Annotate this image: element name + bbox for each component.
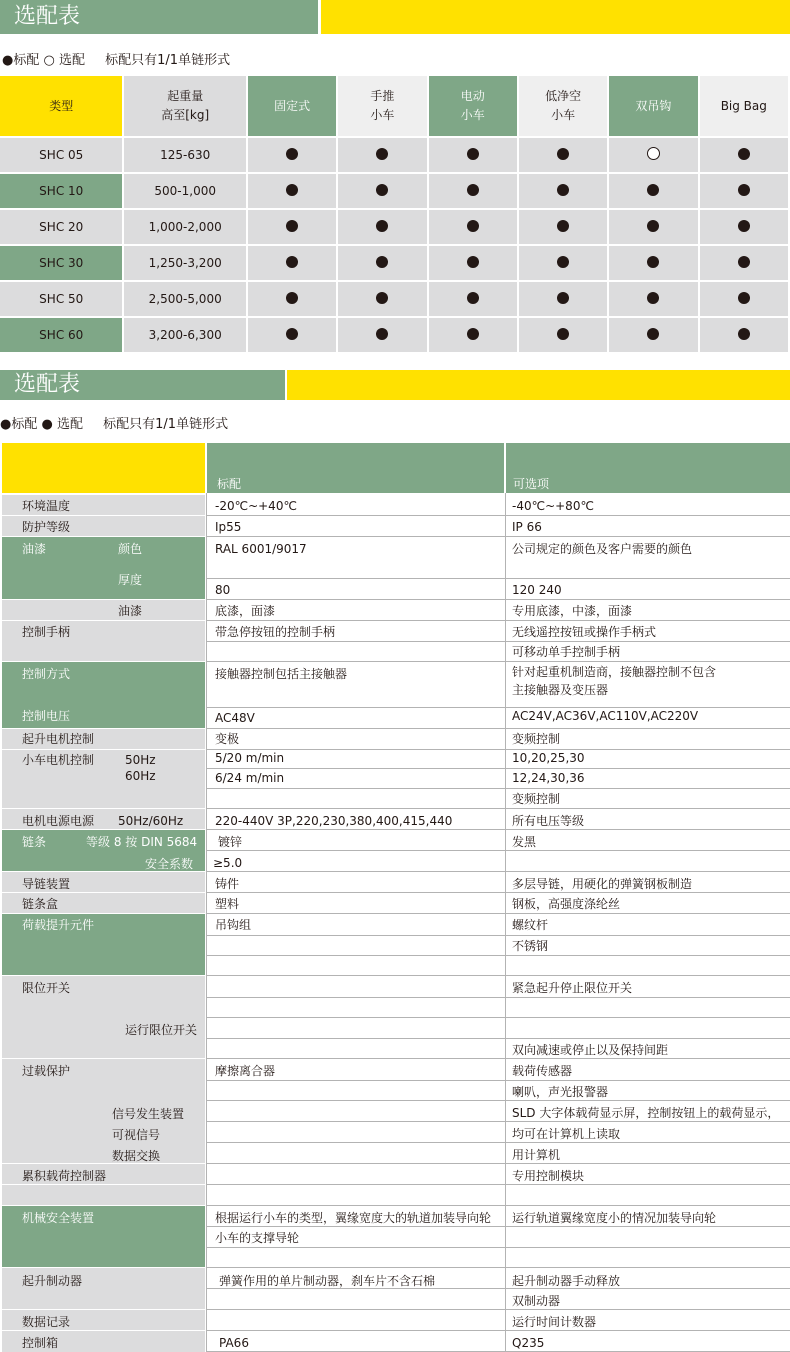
- row-divider: [207, 749, 790, 750]
- row-divider: [207, 850, 790, 851]
- spec-opt-overload-2: 喇叭，声光报警器: [512, 1085, 609, 1099]
- column-divider: [505, 493, 506, 1352]
- optional-dot-icon: ●: [41, 417, 53, 432]
- spec-std-chain: 镀锌: [218, 835, 243, 849]
- mark-cell: [609, 318, 697, 352]
- mark-cell: [338, 318, 426, 352]
- spec-std-motor-power: 220-440V 3P,220,230,380,400,415,440: [215, 814, 453, 828]
- spec-header-corner: [2, 443, 205, 493]
- spec-opt-protection: IP 66: [512, 520, 542, 534]
- mark-cell: [700, 138, 788, 172]
- table-row: [0, 174, 788, 208]
- spec-labels-safety-factor: 安全系数: [145, 857, 194, 871]
- spec-std-paint2: 底漆，面漆: [215, 604, 276, 618]
- mark-cell: [338, 210, 426, 244]
- mark-cell: [338, 282, 426, 316]
- mark-cell: [700, 318, 788, 352]
- spec-std-protection: Ip55: [215, 520, 242, 534]
- mark-cell: [338, 174, 426, 208]
- spec-labels-control-mode: 控制方式: [22, 667, 71, 681]
- spec-opt-chain: 发黑: [512, 835, 537, 849]
- spec-labels-control-box: 控制箱: [22, 1336, 59, 1350]
- table-row: [0, 318, 788, 352]
- optional-circle-icon: ○: [43, 53, 55, 68]
- model-cell: SHC 10: [0, 174, 122, 208]
- header-cell: 电动 小车: [429, 76, 517, 136]
- mark-cell: [700, 282, 788, 316]
- standard-dot-icon: [286, 256, 298, 268]
- row-divider: [207, 728, 790, 729]
- standard-dot-icon: [557, 220, 569, 232]
- mark-cell: [248, 246, 336, 280]
- model-cell: SHC 60: [0, 318, 122, 352]
- mark-cell: [248, 318, 336, 352]
- standard-dot-icon: [286, 292, 298, 304]
- spec-opt-overload-1: 载荷传感器: [512, 1064, 573, 1078]
- spec-std-env-temp: -20℃~+40℃: [215, 499, 297, 513]
- header-cell: Big Bag: [700, 76, 788, 136]
- spec-opt-chain-guide: 多层导链，用硬化的弹簧钢板制造: [512, 877, 693, 891]
- row-divider: [207, 641, 790, 642]
- model-cell: SHC 30: [0, 246, 122, 280]
- spec-opt-control-handle-1: 无线遥控按钮或操作手柄式: [512, 625, 657, 639]
- row-divider: [207, 1121, 790, 1122]
- spec-labels-signal-device: 信号发生装置: [112, 1107, 185, 1121]
- selection-table: [0, 74, 790, 354]
- standard-dot-icon: [738, 148, 750, 160]
- spec-opt-run-limit: 双向减速或停止以及保持间距: [512, 1043, 669, 1057]
- spec-opt-load-element-2: 不锈钢: [512, 939, 549, 953]
- spec-labels-cumulative: 累积载荷控制器: [22, 1169, 107, 1183]
- spec-labels-chain-grade: 等级 8 按 DIN 5684: [86, 835, 198, 849]
- spec-opt-trolley-50: 10,20,25,30: [512, 751, 585, 765]
- standard-dot-icon: [647, 292, 659, 304]
- standard-dot-icon: [738, 256, 750, 268]
- spec-std-overload: 摩擦离合器: [215, 1064, 276, 1078]
- spec-labels-hz50: 50Hz: [125, 753, 156, 767]
- mark-cell: [429, 210, 517, 244]
- header-cell: 低净空 小车: [519, 76, 607, 136]
- row-divider: [207, 661, 790, 662]
- mark-cell: [609, 282, 697, 316]
- legend-note: 标配只有1/1单链形式: [105, 53, 231, 68]
- spec-labels-chain: 链条: [22, 835, 47, 849]
- legend-optional: 选配: [56, 417, 83, 432]
- mark-cell: [519, 174, 607, 208]
- spec-std-control-box: PA66: [219, 1336, 249, 1350]
- mark-cell: [429, 174, 517, 208]
- standard-dot-icon: [286, 220, 298, 232]
- standard-dot-icon: [557, 328, 569, 340]
- model-cell: SHC 20: [0, 210, 122, 244]
- row-divider: [207, 515, 790, 516]
- row-divider: [207, 1080, 790, 1081]
- spec-opt-overload-3: SLD 大字体载荷显示屏，控制按钮上的载荷显示，: [512, 1106, 780, 1120]
- standard-dot-icon: [738, 328, 750, 340]
- spec-std-lift-motor: 变极: [215, 732, 240, 746]
- spec-labels-visual-signal: 可视信号: [112, 1128, 161, 1142]
- spec-labels-limit-switch: 限位开关: [22, 981, 71, 995]
- row-divider: [207, 578, 790, 579]
- spec-std-safety-factor: ≥5.0: [213, 856, 243, 870]
- row-divider: [207, 768, 790, 769]
- col-standard-label: 标配: [217, 477, 242, 491]
- row-divider: [207, 620, 790, 621]
- spec-std-control-mode: 接触器控制包括主接触器: [215, 667, 348, 681]
- spec-opt-color: 公司规定的颜色及客户需要的颜色: [512, 542, 693, 556]
- spec-opt-lift-motor: 变频控制: [512, 732, 561, 746]
- capacity-cell: 1,000-2,000: [124, 210, 245, 244]
- spec-opt-hoist-brake-2: 双制动器: [512, 1294, 561, 1308]
- standard-dot-icon: [376, 184, 388, 196]
- spec-opt-control-box: Q235: [512, 1336, 545, 1350]
- mark-cell: [248, 138, 336, 172]
- spec-std-color: RAL 6001/9017: [215, 542, 307, 556]
- standard-dot-icon: [557, 256, 569, 268]
- standard-dot-icon: ●: [2, 53, 14, 68]
- spec-opt-mech-safety: 运行轨道翼缘宽度小的情况加装导向轮: [512, 1211, 717, 1225]
- spec-std-trolley-50: 5/20 m/min: [215, 751, 285, 765]
- standard-dot-icon: [376, 328, 388, 340]
- spec-std-mech-safety-1: 根据运行小车的类型，翼缘宽度大的轨道加装导向轮: [215, 1211, 492, 1225]
- header-cell: 双吊钩: [609, 76, 697, 136]
- spec-labels-run-limit: 运行限位开关: [125, 1023, 198, 1037]
- column-divider: [206, 493, 207, 1352]
- row-divider: [207, 1267, 790, 1268]
- spec-labels-overload: 过载保护: [22, 1064, 71, 1078]
- spec-opt-control-mode-2: 主接触器及变压器: [512, 683, 609, 697]
- mark-cell: [429, 282, 517, 316]
- spec-opt-overload-4: 均可在计算机上读取: [512, 1127, 621, 1141]
- table-row: [0, 282, 788, 316]
- spec-opt-control-voltage: AC24V,AC36V,AC110V,AC220V: [512, 709, 699, 723]
- section2-title: 选配表: [0, 370, 285, 400]
- standard-dot-icon: [376, 148, 388, 160]
- standard-dot-icon: [286, 184, 298, 196]
- standard-dot-icon: [557, 292, 569, 304]
- row-divider: [207, 913, 790, 914]
- spec-labels-hz5060: 50Hz/60Hz: [118, 814, 184, 828]
- section1-title: 选配表: [0, 0, 318, 34]
- spec-labels-protection: 防护等级: [22, 520, 71, 534]
- spec-std-hoist-brake: 弹簧作用的单片制动器，刹车片不含石棉: [219, 1274, 436, 1288]
- label-block: [2, 600, 205, 620]
- spec-labels-hz60: 60Hz: [125, 769, 156, 783]
- mark-cell: [700, 174, 788, 208]
- spec-opt-load-element-1: 螺纹杆: [512, 918, 549, 932]
- table-row: [0, 210, 788, 244]
- col-optional-label: 可选项: [513, 477, 550, 491]
- row-divider: [207, 599, 790, 600]
- row-divider: [207, 955, 790, 956]
- header-cell: 手推 小车: [338, 76, 426, 136]
- label-block: [2, 1185, 205, 1205]
- spec-opt-hoist-brake-1: 起升制动器手动释放: [512, 1274, 621, 1288]
- legend-standard: 标配: [13, 53, 40, 68]
- capacity-cell: 3,200-6,300: [124, 318, 245, 352]
- row-divider: [207, 788, 790, 789]
- spec-labels-load-element: 荷载提升元件: [22, 918, 95, 932]
- mark-cell: [519, 210, 607, 244]
- row-divider: [207, 1017, 790, 1018]
- standard-dot-icon: [467, 256, 479, 268]
- spec-std-control-voltage: AC48V: [215, 711, 255, 725]
- row-divider: [207, 1100, 790, 1101]
- row-divider: [207, 1205, 790, 1206]
- capacity-cell: 125-630: [124, 138, 245, 172]
- spec-std-control-handle: 带急停按钮的控制手柄: [215, 625, 336, 639]
- standard-dot-icon: [647, 220, 659, 232]
- spec-std-trolley-60: 6/24 m/min: [215, 771, 285, 785]
- standard-dot-icon: [738, 220, 750, 232]
- spec-labels-lift-motor: 起升电机控制: [22, 732, 95, 746]
- standard-dot-icon: [467, 292, 479, 304]
- mark-cell: [519, 138, 607, 172]
- mark-cell: [700, 210, 788, 244]
- row-divider: [207, 1330, 790, 1331]
- spec-opt-paint2: 专用底漆，中漆，面漆: [512, 604, 633, 618]
- header-cell: 固定式: [248, 76, 336, 136]
- legend-standard: 标配: [11, 417, 38, 432]
- legend-optional: 选配: [58, 53, 85, 68]
- spec-header-standard: [207, 443, 504, 493]
- spec-std-chain-guide: 铸件: [215, 877, 240, 891]
- standard-dot-icon: [738, 292, 750, 304]
- standard-dot-icon: [286, 328, 298, 340]
- header-cell: 起重量 高至[kg]: [124, 76, 245, 136]
- spec-opt-thickness: 120 240: [512, 583, 562, 597]
- spec-labels-motor-power: 电机电源电源: [22, 814, 95, 828]
- row-divider: [207, 871, 790, 872]
- spec-labels-chain-box: 链条盒: [22, 897, 59, 911]
- spec-labels-control-handle: 控制手柄: [22, 625, 71, 639]
- model-cell: SHC 50: [0, 282, 122, 316]
- capacity-cell: 2,500-5,000: [124, 282, 245, 316]
- mark-cell: [429, 138, 517, 172]
- spec-labels-trolley-motor: 小车电机控制: [22, 753, 95, 767]
- mark-cell: [700, 246, 788, 280]
- row-divider: [207, 1142, 790, 1143]
- spec-labels-data-exchange: 数据交换: [112, 1149, 161, 1163]
- standard-dot-icon: [557, 184, 569, 196]
- model-cell: SHC 05: [0, 138, 122, 172]
- mark-cell: [248, 210, 336, 244]
- row-divider: [207, 1247, 790, 1248]
- standard-dot-icon: [286, 148, 298, 160]
- standard-dot-icon: [647, 256, 659, 268]
- spec-labels-chain-guide: 导链装置: [22, 877, 71, 891]
- row-divider: [207, 536, 790, 537]
- title-accent-bar-2: [287, 370, 790, 400]
- standard-dot-icon: [467, 328, 479, 340]
- standard-dot-icon: [467, 184, 479, 196]
- row-divider: [207, 1058, 790, 1059]
- spec-opt-overload-5: 用计算机: [512, 1148, 561, 1162]
- standard-dot-icon: [557, 148, 569, 160]
- standard-dot-icon: [467, 220, 479, 232]
- spec-opt-cumulative: 专用控制模块: [512, 1169, 585, 1183]
- title-accent-bar: [321, 0, 790, 34]
- spec-std-chain-box: 塑料: [215, 897, 240, 911]
- standard-dot-icon: [738, 184, 750, 196]
- spec-labels-data-record: 数据记录: [22, 1315, 71, 1329]
- mark-cell: [609, 138, 697, 172]
- row-divider: [207, 1038, 790, 1039]
- standard-dot-icon: [467, 148, 479, 160]
- spec-labels-mech-safety: 机械安全装置: [22, 1211, 95, 1225]
- standard-dot-icon: [647, 184, 659, 196]
- section2-legend: [0, 413, 228, 432]
- row-divider: [207, 829, 790, 830]
- spec-labels-thickness: 厚度: [118, 573, 143, 587]
- spec-labels-env-temp: 环境温度: [22, 499, 71, 513]
- row-divider: [207, 892, 790, 893]
- spec-labels-color: 颜色: [118, 542, 143, 556]
- spec-opt-trolley-60: 12,24,30,36: [512, 771, 585, 785]
- standard-dot-icon: ●: [0, 417, 12, 432]
- mark-cell: [248, 282, 336, 316]
- spec-labels-control-voltage: 控制电压: [22, 709, 71, 723]
- spec-opt-limit-switch: 紧急起升停止限位开关: [512, 981, 633, 995]
- mark-cell: [248, 174, 336, 208]
- header-cell: 类型: [0, 76, 122, 136]
- spec-opt-trolley-vf: 变频控制: [512, 792, 561, 806]
- section1-legend: [2, 49, 230, 68]
- row-divider: [207, 1163, 790, 1164]
- spec-labels-hoist-brake: 起升制动器: [22, 1274, 83, 1288]
- mark-cell: [429, 246, 517, 280]
- mark-cell: [519, 246, 607, 280]
- standard-dot-icon: [376, 220, 388, 232]
- spec-opt-data-record: 运行时间计数器: [512, 1315, 597, 1329]
- spec-std-thickness: 80: [215, 583, 231, 597]
- spec-opt-control-handle-2: 可移动单手控制手柄: [512, 645, 621, 659]
- mark-cell: [609, 210, 697, 244]
- spec-opt-motor-power: 所有电压等级: [512, 814, 585, 828]
- spec-labels-paint: 油漆: [22, 542, 47, 556]
- table-row: [0, 138, 788, 172]
- spec-opt-chain-box: 钢板，高强度涤纶丝: [512, 897, 621, 911]
- spec-std-load-element: 吊钩组: [215, 918, 252, 932]
- row-divider: [207, 707, 790, 708]
- mark-cell: [609, 174, 697, 208]
- mark-cell: [429, 318, 517, 352]
- mark-cell: [609, 246, 697, 280]
- mark-cell: [519, 318, 607, 352]
- spec-opt-control-mode-1: 针对起重机制造商，接触器控制不包含: [512, 665, 717, 679]
- mark-cell: [338, 246, 426, 280]
- row-divider: [207, 975, 790, 976]
- row-divider: [207, 1309, 790, 1310]
- spec-labels-paint2: 油漆: [118, 604, 143, 618]
- standard-dot-icon: [376, 256, 388, 268]
- row-divider: [207, 1226, 790, 1227]
- spec-std-mech-safety-2: 小车的支撑导轮: [215, 1231, 300, 1245]
- row-divider: [207, 935, 790, 936]
- standard-dot-icon: [647, 328, 659, 340]
- spec-opt-env-temp: -40℃~+80℃: [512, 499, 594, 513]
- legend-note: 标配只有1/1单链形式: [103, 417, 229, 432]
- capacity-cell: 500-1,000: [124, 174, 245, 208]
- mark-cell: [338, 138, 426, 172]
- standard-dot-icon: [376, 292, 388, 304]
- mark-cell: [519, 282, 607, 316]
- capacity-cell: 1,250-3,200: [124, 246, 245, 280]
- row-divider: [207, 1184, 790, 1185]
- row-divider: [207, 808, 790, 809]
- optional-circle-icon: [647, 147, 660, 160]
- table-row: [0, 246, 788, 280]
- row-divider: [207, 997, 790, 998]
